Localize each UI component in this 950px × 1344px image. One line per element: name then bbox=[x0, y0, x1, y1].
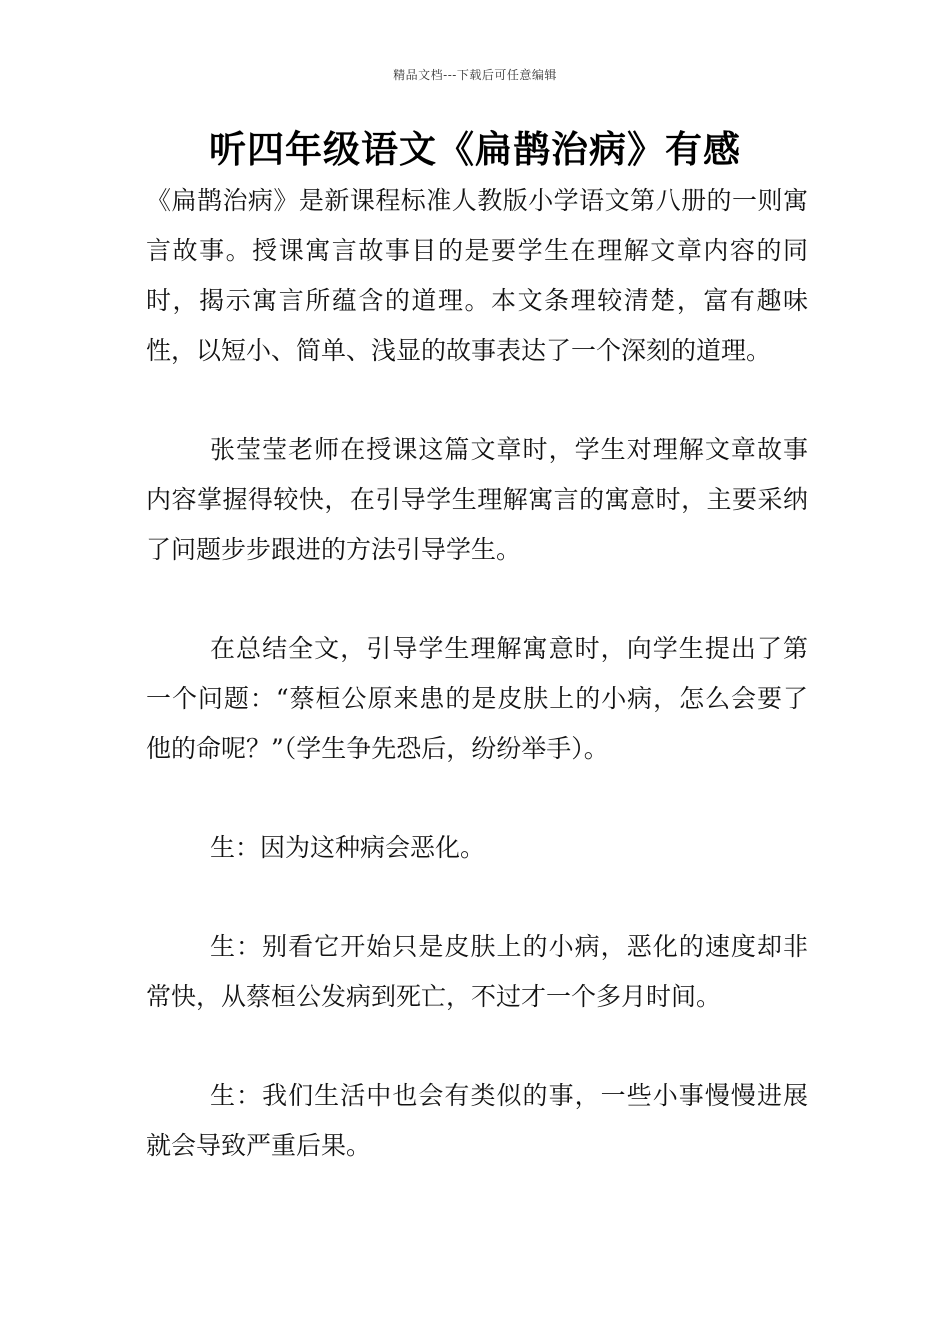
document-title: 听四年级语文《扁鹊治病》有感 bbox=[209, 128, 741, 171]
paragraph-student-answer-2: 生：别看它开始只是皮肤上的小病，恶化的速度却非常快，从蔡桓公发病到死亡，不过才一个多月时间。 bbox=[146, 932, 808, 1011]
paragraph-intro: 《扁鹊治病》是新课程标准人教版小学语文第八册的一则寓言故事。授课寓言故事目的是要学生在理解文章内容的同时，揭示寓言所蕴含的道理。本文条理较清楚，富有趣味性，以短小、简单、浅显的故事表达了一个深刻的道理。 bbox=[146, 186, 808, 365]
paragraph-spacer bbox=[146, 575, 808, 624]
paragraph-teacher: 张莹莹老师在授课这篇文章时，学生对理解文章故事内容掌握得较快，在引导学生理解寓言的寓意时，主要采纳了问题步步跟进的方法引导学生。 bbox=[146, 435, 808, 564]
header-note: 精品文档---下载后可任意编辑 bbox=[393, 68, 557, 82]
paragraph-spacer bbox=[146, 1022, 808, 1071]
paragraph-spacer bbox=[146, 376, 808, 425]
paragraph-spacer bbox=[146, 774, 808, 823]
paragraph-student-answer-1: 生：因为这种病会恶化。 bbox=[210, 833, 486, 862]
paragraph-spacer bbox=[146, 873, 808, 922]
paragraph-question: 在总结全文，引导学生理解寓意时，向学生提出了第一个问题：“蔡桓公原来患的是皮肤上的小病，怎么会要了他的命呢？”（学生争先恐后，纷纷举手）。 bbox=[146, 634, 808, 763]
paragraph-student-answer-3: 生：我们生活中也会有类似的事，一些小事慢慢进展就会导致严重后果。 bbox=[146, 1081, 808, 1160]
document-body bbox=[146, 176, 808, 1171]
